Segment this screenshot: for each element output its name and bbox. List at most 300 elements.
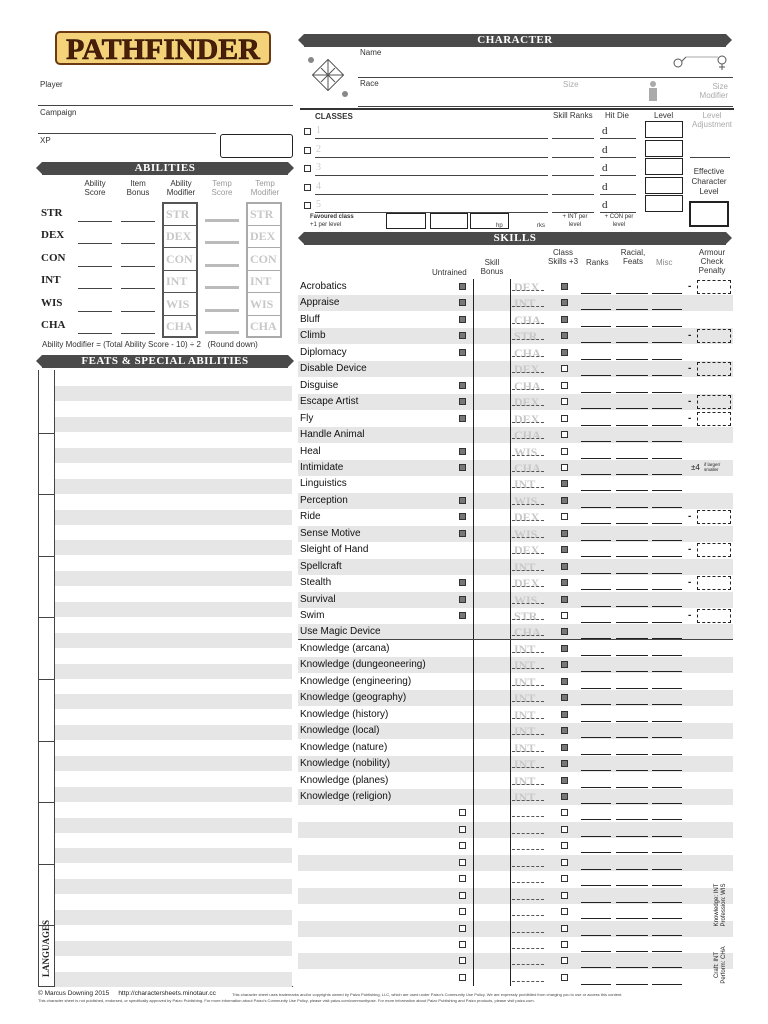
ability-score-line[interactable]: [78, 311, 112, 312]
class-skill-checkbox[interactable]: [561, 941, 568, 948]
class-skill-checkbox[interactable]: [561, 299, 568, 306]
ranks-line[interactable]: [581, 293, 611, 294]
feat-line[interactable]: [54, 694, 292, 709]
racial-feats-line[interactable]: [616, 967, 648, 968]
racial-feats-line[interactable]: [616, 819, 648, 820]
feat-line[interactable]: [54, 494, 292, 509]
racial-feats-line[interactable]: [616, 392, 648, 393]
untrained-checkbox[interactable]: [459, 842, 466, 849]
class-skill-checkbox[interactable]: [561, 431, 568, 438]
class-skill-checkbox[interactable]: [561, 530, 568, 537]
class-skill-checkbox[interactable]: [561, 661, 568, 668]
racial-feats-line[interactable]: [616, 787, 648, 788]
feat-line[interactable]: [54, 540, 292, 555]
class-checkbox[interactable]: [304, 202, 311, 209]
misc-line[interactable]: [652, 375, 682, 376]
ranks-line[interactable]: [581, 721, 611, 722]
class-name-line[interactable]: [315, 194, 548, 195]
misc-line[interactable]: [652, 458, 682, 459]
ranks-line[interactable]: [581, 441, 611, 442]
misc-line[interactable]: [652, 967, 682, 968]
misc-line[interactable]: [652, 622, 682, 623]
class-skill-checkbox[interactable]: [561, 563, 568, 570]
ranks-line[interactable]: [581, 589, 611, 590]
class-skill-checkbox[interactable]: [561, 974, 568, 981]
ranks-line[interactable]: [581, 408, 611, 409]
misc-line[interactable]: [652, 326, 682, 327]
racial-feats-line[interactable]: [616, 375, 648, 376]
untrained-checkbox[interactable]: [459, 908, 466, 915]
class-skill-checkbox[interactable]: [561, 908, 568, 915]
racial-feats-line[interactable]: [616, 836, 648, 837]
feat-line[interactable]: [54, 956, 292, 971]
class-skill-checkbox[interactable]: [561, 546, 568, 553]
ranks-line[interactable]: [581, 556, 611, 557]
racial-feats-line[interactable]: [616, 918, 648, 919]
racial-feats-line[interactable]: [616, 852, 648, 853]
item-bonus-line[interactable]: [121, 311, 155, 312]
ability-modifier-header: Ability Modifier: [166, 179, 196, 197]
ability-score-line[interactable]: [78, 221, 112, 222]
class-row-number: 4: [316, 180, 321, 192]
temp-score-line[interactable]: [205, 331, 239, 334]
item-bonus-line[interactable]: [121, 266, 155, 267]
class-skill-checkbox[interactable]: [561, 892, 568, 899]
misc-line[interactable]: [652, 885, 682, 886]
temp-score-line[interactable]: [205, 264, 239, 267]
racial-feats-line[interactable]: [616, 655, 648, 656]
class-level-box[interactable]: [645, 195, 683, 212]
hit-die-line[interactable]: [600, 138, 636, 139]
racial-feats-line[interactable]: [616, 523, 648, 524]
misc-line[interactable]: [652, 573, 682, 574]
untrained-checkbox[interactable]: [459, 925, 466, 932]
feat-line[interactable]: [54, 510, 292, 525]
class-skill-checkbox[interactable]: [561, 957, 568, 964]
ability-score-line[interactable]: [78, 333, 112, 334]
ranks-line[interactable]: [581, 770, 611, 771]
favoured-box-2[interactable]: [430, 213, 468, 229]
class-ranks-line[interactable]: [552, 175, 594, 176]
misc-line[interactable]: [652, 408, 682, 409]
ranks-line[interactable]: [581, 951, 611, 952]
temp-score-line[interactable]: [205, 241, 239, 244]
racial-feats-line[interactable]: [616, 935, 648, 936]
feat-line[interactable]: [54, 833, 292, 848]
racial-feats-line[interactable]: [616, 803, 648, 804]
ranks-line[interactable]: [581, 819, 611, 820]
untrained-checkbox[interactable]: [459, 809, 466, 816]
feat-line[interactable]: [54, 941, 292, 956]
class-level-box[interactable]: [645, 121, 683, 138]
feat-line[interactable]: [54, 386, 292, 401]
favoured-box-3[interactable]: [470, 213, 509, 229]
ability-score-line[interactable]: [78, 288, 112, 289]
ranks-line[interactable]: [581, 902, 611, 903]
misc-line[interactable]: [652, 704, 682, 705]
feat-line[interactable]: [54, 910, 292, 925]
ranks-line[interactable]: [581, 490, 611, 491]
feat-line[interactable]: [54, 725, 292, 740]
misc-line[interactable]: [652, 441, 682, 442]
xp-box[interactable]: [220, 134, 293, 158]
feat-line[interactable]: [54, 463, 292, 478]
ranks-line[interactable]: [581, 507, 611, 508]
ability-name: WIS: [41, 296, 63, 309]
feat-line[interactable]: [54, 848, 292, 863]
misc-line[interactable]: [652, 425, 682, 426]
favoured-box-1[interactable]: [386, 213, 426, 229]
untrained-checkbox: [459, 415, 466, 422]
racial-feats-line[interactable]: [616, 589, 648, 590]
misc-line[interactable]: [652, 507, 682, 508]
class-skill-checkbox[interactable]: [561, 645, 568, 652]
racial-feats-line[interactable]: [616, 869, 648, 870]
hit-die-line[interactable]: [600, 194, 636, 195]
class-skill-checkbox[interactable]: [561, 513, 568, 520]
ranks-line[interactable]: [581, 688, 611, 689]
skill-row: [298, 378, 733, 394]
feat-line[interactable]: [54, 417, 292, 432]
racial-feats-line[interactable]: [616, 754, 648, 755]
feat-line[interactable]: [54, 571, 292, 586]
class-skill-checkbox[interactable]: [561, 316, 568, 323]
racial-feats-line[interactable]: [616, 556, 648, 557]
feat-line[interactable]: [54, 895, 292, 910]
skill-row: [298, 411, 733, 427]
untrained-checkbox[interactable]: [459, 826, 466, 833]
ranks-line[interactable]: [581, 967, 611, 968]
hit-die-line[interactable]: [600, 175, 636, 176]
class-skill-checkbox[interactable]: [561, 727, 568, 734]
class-skill-checkbox[interactable]: [561, 925, 568, 932]
class-skill-checkbox[interactable]: [561, 793, 568, 800]
racial-feats-line[interactable]: [616, 902, 648, 903]
armour-penalty-box[interactable]: [697, 280, 731, 294]
armour-penalty-box[interactable]: [697, 395, 731, 409]
misc-line[interactable]: [652, 935, 682, 936]
untrained-checkbox: [459, 448, 466, 455]
racial-feats-line[interactable]: [616, 359, 648, 360]
misc-line[interactable]: [652, 655, 682, 656]
class-skill-checkbox[interactable]: [561, 365, 568, 372]
temp-score-line[interactable]: [205, 286, 239, 289]
misc-line[interactable]: [652, 984, 682, 985]
feat-line[interactable]: [54, 433, 292, 448]
hit-die-line[interactable]: [600, 157, 636, 158]
feat-line[interactable]: [54, 633, 292, 648]
feat-line[interactable]: [54, 587, 292, 602]
class-name-line[interactable]: [315, 175, 548, 176]
feat-line[interactable]: [54, 479, 292, 494]
skill-bonus-dash: [512, 701, 544, 702]
feat-line[interactable]: [54, 741, 292, 756]
effective-level-box[interactable]: [689, 201, 729, 227]
armour-penalty-box[interactable]: [697, 412, 731, 426]
skill-bonus-dash: [512, 487, 544, 488]
feat-line[interactable]: [54, 972, 292, 987]
ranks-line[interactable]: [581, 836, 611, 837]
ability-modifier-ghost: WIS: [166, 296, 190, 311]
ranks-line[interactable]: [581, 885, 611, 886]
ranks-line[interactable]: [581, 523, 611, 524]
class-skill-checkbox[interactable]: [561, 415, 568, 422]
misc-line[interactable]: [652, 721, 682, 722]
class-level-box[interactable]: [645, 158, 683, 175]
ranks-line[interactable]: [581, 458, 611, 459]
racial-feats-line[interactable]: [616, 326, 648, 327]
misc-line[interactable]: [652, 342, 682, 343]
ranks-line[interactable]: [581, 342, 611, 343]
racial-feats-line[interactable]: [616, 425, 648, 426]
ability-score-line[interactable]: [78, 266, 112, 267]
misc-line[interactable]: [652, 836, 682, 837]
ranks-line[interactable]: [581, 309, 611, 310]
feat-line[interactable]: [54, 802, 292, 817]
ranks-line[interactable]: [581, 655, 611, 656]
item-bonus-line[interactable]: [121, 333, 155, 334]
racial-feats-line[interactable]: [616, 704, 648, 705]
misc-line[interactable]: [652, 523, 682, 524]
misc-line[interactable]: [652, 869, 682, 870]
class-skill-checkbox[interactable]: [561, 596, 568, 603]
skill-bonus-header: Skill Bonus: [480, 258, 504, 276]
feat-line[interactable]: [54, 879, 292, 894]
skill-bonus-dash: [512, 866, 544, 867]
ranks-line[interactable]: [581, 704, 611, 705]
misc-line[interactable]: [652, 671, 682, 672]
racial-feats-line[interactable]: [616, 737, 648, 738]
item-bonus-line[interactable]: [121, 243, 155, 244]
racial-feats-line[interactable]: [616, 951, 648, 952]
feat-line[interactable]: [54, 602, 292, 617]
class-skill-checkbox[interactable]: [561, 448, 568, 455]
class-skill-checkbox[interactable]: [561, 382, 568, 389]
racial-feats-line[interactable]: [616, 984, 648, 985]
untrained-checkbox[interactable]: [459, 957, 466, 964]
armour-penalty-box[interactable]: [697, 609, 731, 623]
class-skill-checkbox[interactable]: [561, 678, 568, 685]
class-skill-checkbox[interactable]: [561, 332, 568, 339]
class-skill-checkbox[interactable]: [561, 464, 568, 471]
armour-minus: -: [688, 511, 692, 523]
class-skill-checkbox[interactable]: [561, 744, 568, 751]
feat-line[interactable]: [54, 771, 292, 786]
racial-feats-line[interactable]: [616, 474, 648, 475]
class-checkbox[interactable]: [304, 165, 311, 172]
ranks-line[interactable]: [581, 671, 611, 672]
class-skill-checkbox[interactable]: [561, 612, 568, 619]
racial-feats-line[interactable]: [616, 573, 648, 574]
untrained-checkbox[interactable]: [459, 941, 466, 948]
feat-line[interactable]: [54, 864, 292, 879]
untrained-checkbox: [459, 497, 466, 504]
class-skill-checkbox[interactable]: [561, 777, 568, 784]
ranks-line[interactable]: [581, 540, 611, 541]
feat-line[interactable]: [54, 448, 292, 463]
misc-line[interactable]: [652, 293, 682, 294]
racial-feats-line[interactable]: [616, 458, 648, 459]
ranks-line[interactable]: [581, 573, 611, 574]
class-skill-checkbox[interactable]: [561, 283, 568, 290]
skill-ability-ghost: WIS: [514, 526, 538, 541]
untrained-checkbox[interactable]: [459, 892, 466, 899]
ranks-line[interactable]: [581, 935, 611, 936]
campaign-line[interactable]: [38, 133, 216, 134]
skill-ability-ghost: WIS: [514, 592, 538, 607]
racial-feats-line[interactable]: [616, 490, 648, 491]
racial-feats-line[interactable]: [616, 342, 648, 343]
untrained-checkbox[interactable]: [459, 875, 466, 882]
misc-line[interactable]: [652, 688, 682, 689]
class-checkbox[interactable]: [304, 128, 311, 135]
ranks-line[interactable]: [581, 606, 611, 607]
racial-feats-line[interactable]: [616, 408, 648, 409]
class-skill-checkbox[interactable]: [561, 711, 568, 718]
misc-line[interactable]: [652, 474, 682, 475]
race-line[interactable]: [358, 106, 733, 107]
feat-line[interactable]: [54, 525, 292, 540]
misc-line[interactable]: [652, 556, 682, 557]
ranks-line[interactable]: [581, 787, 611, 788]
skill-row: [298, 575, 733, 591]
misc-line[interactable]: [652, 902, 682, 903]
racial-feats-line[interactable]: [616, 309, 648, 310]
class-ranks-line[interactable]: [552, 194, 594, 195]
feat-line[interactable]: [54, 925, 292, 940]
ranks-line[interactable]: [581, 918, 611, 919]
ranks-line[interactable]: [581, 375, 611, 376]
ability-name: STR: [41, 207, 63, 219]
misc-line[interactable]: [652, 490, 682, 491]
feat-line[interactable]: [54, 664, 292, 679]
ranks-line[interactable]: [581, 622, 611, 623]
racial-feats-line[interactable]: [616, 885, 648, 886]
feat-line[interactable]: [54, 818, 292, 833]
misc-line[interactable]: [652, 737, 682, 738]
temp-score-line[interactable]: [205, 219, 239, 222]
feat-line[interactable]: [54, 756, 292, 771]
ranks-line[interactable]: [581, 852, 611, 853]
class-ranks-line[interactable]: [552, 138, 594, 139]
racial-feats-line[interactable]: [616, 540, 648, 541]
class-skill-checkbox[interactable]: [561, 480, 568, 487]
name-line[interactable]: [358, 77, 733, 78]
feat-line[interactable]: [54, 617, 292, 632]
racial-feats-line[interactable]: [616, 721, 648, 722]
armour-penalty-box[interactable]: [697, 510, 731, 524]
class-skill-checkbox[interactable]: [561, 809, 568, 816]
class-level-box[interactable]: [645, 177, 683, 194]
armour-penalty-box[interactable]: [697, 329, 731, 343]
class-skill-checkbox[interactable]: [561, 579, 568, 586]
misc-line[interactable]: [652, 589, 682, 590]
racial-feats-line[interactable]: [616, 606, 648, 607]
misc-line[interactable]: [652, 754, 682, 755]
class-name-line[interactable]: [315, 157, 548, 158]
ranks-line[interactable]: [581, 754, 611, 755]
racial-feats-line[interactable]: [616, 671, 648, 672]
class-name-line[interactable]: [315, 138, 548, 139]
ranks-line[interactable]: [581, 984, 611, 985]
temp-modifier-ghost: DEX: [250, 229, 276, 244]
ranks-line[interactable]: [581, 474, 611, 475]
ability-modifier-ghost: INT: [166, 274, 188, 289]
misc-line[interactable]: [652, 787, 682, 788]
misc-line[interactable]: [652, 359, 682, 360]
untrained-checkbox[interactable]: [459, 859, 466, 866]
ranks-line[interactable]: [581, 425, 611, 426]
misc-line[interactable]: [652, 392, 682, 393]
racial-feats-line[interactable]: [616, 622, 648, 623]
player-line[interactable]: [38, 105, 293, 106]
racial-feats-line[interactable]: [616, 293, 648, 294]
racial-feats-line[interactable]: [616, 770, 648, 771]
item-bonus-line[interactable]: [121, 288, 155, 289]
ability-score-line[interactable]: [78, 243, 112, 244]
armour-penalty-box[interactable]: [697, 576, 731, 590]
class-checkbox[interactable]: [304, 147, 311, 154]
misc-line[interactable]: [652, 918, 682, 919]
skill-ability-ghost: WIS: [514, 493, 538, 508]
ranks-line[interactable]: [581, 392, 611, 393]
feat-line[interactable]: [54, 402, 292, 417]
ranks-line[interactable]: [581, 737, 611, 738]
misc-line[interactable]: [652, 951, 682, 952]
item-bonus-header: Item Bonus: [126, 179, 150, 197]
class-skill-checkbox[interactable]: [561, 497, 568, 504]
class-skill-checkbox[interactable]: [561, 842, 568, 849]
misc-line[interactable]: [652, 852, 682, 853]
armour-penalty-box[interactable]: [697, 362, 731, 376]
misc-line[interactable]: [652, 606, 682, 607]
misc-line[interactable]: [652, 770, 682, 771]
ranks-line[interactable]: [581, 326, 611, 327]
class-level-box[interactable]: [645, 140, 683, 157]
misc-line[interactable]: [652, 309, 682, 310]
class-skill-checkbox[interactable]: [561, 398, 568, 405]
ranks-line[interactable]: [581, 359, 611, 360]
class-ranks-line[interactable]: [552, 157, 594, 158]
item-bonus-line[interactable]: [121, 221, 155, 222]
class-skill-checkbox[interactable]: [561, 628, 568, 635]
class-skill-checkbox[interactable]: [561, 875, 568, 882]
armour-penalty-box[interactable]: [697, 543, 731, 557]
temp-score-line[interactable]: [205, 309, 239, 312]
ranks-line[interactable]: [581, 869, 611, 870]
untrained-checkbox[interactable]: [459, 974, 466, 981]
feat-line[interactable]: [54, 371, 292, 386]
class-skill-checkbox[interactable]: [561, 826, 568, 833]
misc-line[interactable]: [652, 819, 682, 820]
feat-line[interactable]: [54, 648, 292, 663]
class-skill-checkbox[interactable]: [561, 694, 568, 701]
class-skill-checkbox[interactable]: [561, 349, 568, 356]
racial-feats-line[interactable]: [616, 688, 648, 689]
feat-line[interactable]: [54, 787, 292, 802]
class-skill-checkbox[interactable]: [561, 859, 568, 866]
racial-feats-line[interactable]: [616, 507, 648, 508]
class-skill-checkbox[interactable]: [561, 760, 568, 767]
misc-line[interactable]: [652, 803, 682, 804]
racial-feats-line[interactable]: [616, 441, 648, 442]
feat-line[interactable]: [54, 556, 292, 571]
feat-line[interactable]: [54, 679, 292, 694]
misc-line[interactable]: [652, 540, 682, 541]
class-checkbox[interactable]: [304, 184, 311, 191]
feat-line[interactable]: [54, 710, 292, 725]
ranks-line[interactable]: [581, 803, 611, 804]
